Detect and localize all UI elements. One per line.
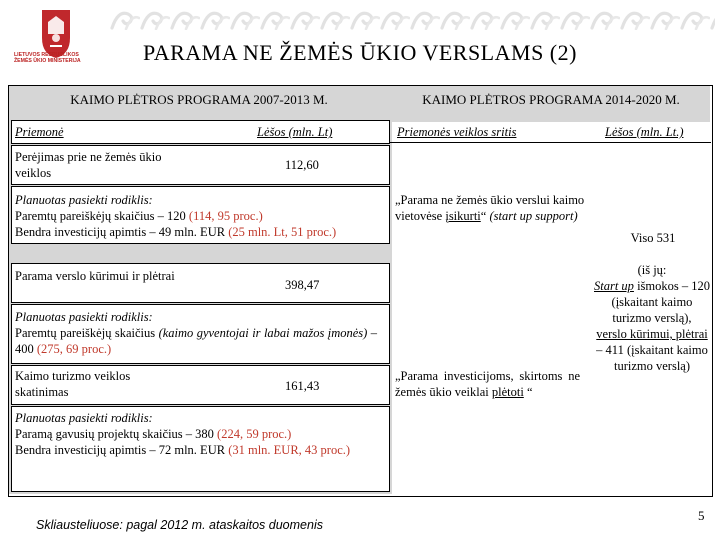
measure-3-name: Kaimo turizmo veiklos skatinimas (15, 369, 131, 399)
activity-area-1 (395, 192, 587, 224)
indicator-1-line-2-previous: (25 mln. Lt, 51 proc.) (225, 225, 337, 239)
indicator-1-line-1-previous: (114, 95 proc.) (185, 209, 263, 223)
funds-startup-text: išmokos – 120 (įskaitant kaimo turizmo verslą), (611, 279, 710, 325)
indicator-2-line-1 (15, 325, 377, 357)
activity-area-2-keyword: plėtoti (491, 385, 524, 399)
measure-3-funds: 161,43 (285, 379, 320, 393)
indicator-3-line-2 (15, 442, 377, 458)
funds-startup (594, 278, 710, 326)
indicator-3-line-1-value: 380 (195, 427, 214, 441)
right-divider (390, 122, 392, 494)
funds-breakdown (594, 262, 710, 374)
indicator-3-line-1-previous: (224, 59 proc.) (213, 427, 292, 441)
activity-area-1-keyword: įsikurti (445, 209, 481, 223)
funds-development-label: verslo kūrimui, plėtrai (596, 327, 708, 341)
right-header-rule (390, 142, 711, 143)
indicator-3-label: Planuotas pasiekti rodiklis: (15, 411, 153, 425)
activity-area-2 (395, 368, 580, 400)
funds-breakdown-intro: (iš jų: (637, 263, 667, 277)
funds-development (594, 326, 710, 374)
indicator-2-line-1-value: – 400 (15, 326, 378, 356)
activity-area-1-note: (start up support) (489, 209, 578, 223)
ministry-name-line-2: ŽEMĖS ŪKIO MINISTERIJA (14, 58, 81, 64)
measure-2-funds: 398,47 (285, 278, 320, 292)
footer-note: Skliausteliuose: pagal 2012 m. ataskaitos duomenis (36, 518, 323, 532)
indicator-1-line-2 (15, 224, 385, 240)
decorative-pattern (110, 8, 715, 30)
indicator-1-line-2-text: Bendra investicijų apimtis – (15, 225, 159, 239)
indicator-2-line-1-text: Paremtų pareiškėjų skaičius (15, 326, 159, 340)
indicator-3 (15, 410, 377, 458)
indicator-1-line-2-value: 49 mln. EUR (158, 225, 226, 239)
left-column-header (11, 120, 390, 144)
measure-1-funds: 112,60 (285, 158, 319, 172)
funds-total: Viso 531 (630, 231, 676, 245)
activity-area-1-quote: “ (480, 209, 490, 223)
col-area-header: Priemonės veiklos sritis (397, 125, 517, 139)
page-title: PARAMA NE ŽEMĖS ŪKIO VERSLAMS (2) (143, 40, 577, 65)
ministry-name-line-1: LIETUVOS RESPUBLIKOS (14, 52, 79, 58)
activity-area-2-text: „Parama investicijoms, skirtoms ne žemės ūkio veiklai (395, 369, 580, 399)
measure-1-name: Perėjimas prie ne žemės ūkio veiklos (15, 150, 162, 180)
indicator-3-line-2-previous: (31 mln. EUR, 43 proc.) (225, 443, 351, 457)
indicator-2 (15, 309, 377, 357)
col-measure-header: Priemonė (15, 125, 64, 139)
indicator-1 (15, 192, 385, 240)
activity-area-2-quote: “ (523, 385, 533, 399)
right-program-title: KAIMO PLĖTROS PROGRAMA 2014-2020 M. (422, 92, 680, 107)
col-funds-header-2014: Lėšos (mln. Lt.) (605, 125, 684, 139)
indicator-1-line-1-text: Paremtų pareiškėjų skaičius – (15, 209, 168, 223)
indicator-3-line-1-text: Paramą gavusių projektų skaičius – (15, 427, 196, 441)
funds-development-text: – 411 (įskaitant kaimo turizmo verslą) (596, 343, 708, 373)
indicator-3-line-2-value: 72 mln. EUR (158, 443, 226, 457)
left-program-title: KAIMO PLĖTROS PROGRAMA 2007-2013 M. (70, 92, 328, 107)
page-number: 5 (698, 508, 705, 523)
indicator-1-label: Planuotas pasiekti rodiklis: (15, 193, 153, 207)
indicator-1-line-1-value: 120 (167, 209, 186, 223)
measure-2-name: Parama verslo kūrimui ir plėtrai (15, 269, 175, 283)
indicator-3-line-2-text: Bendra investicijų apimtis – (15, 443, 159, 457)
indicator-2-label: Planuotas pasiekti rodiklis: (15, 310, 153, 324)
col-funds-header: Lėšos (mln. Lt) (257, 125, 333, 139)
indicator-2-line-1-previous: (275, 69 proc.) (33, 342, 112, 356)
indicator-2-line-1-note: (kaimo gyventojai ir labai mažos įmonės) (158, 326, 368, 340)
indicator-1-line-1 (15, 208, 385, 224)
indicator-3-line-1 (15, 426, 377, 442)
funds-startup-label: Start up (594, 279, 634, 293)
activity-area-1-text: „Parama ne žemės ūkio verslui kaimo vietovėse (395, 193, 585, 223)
